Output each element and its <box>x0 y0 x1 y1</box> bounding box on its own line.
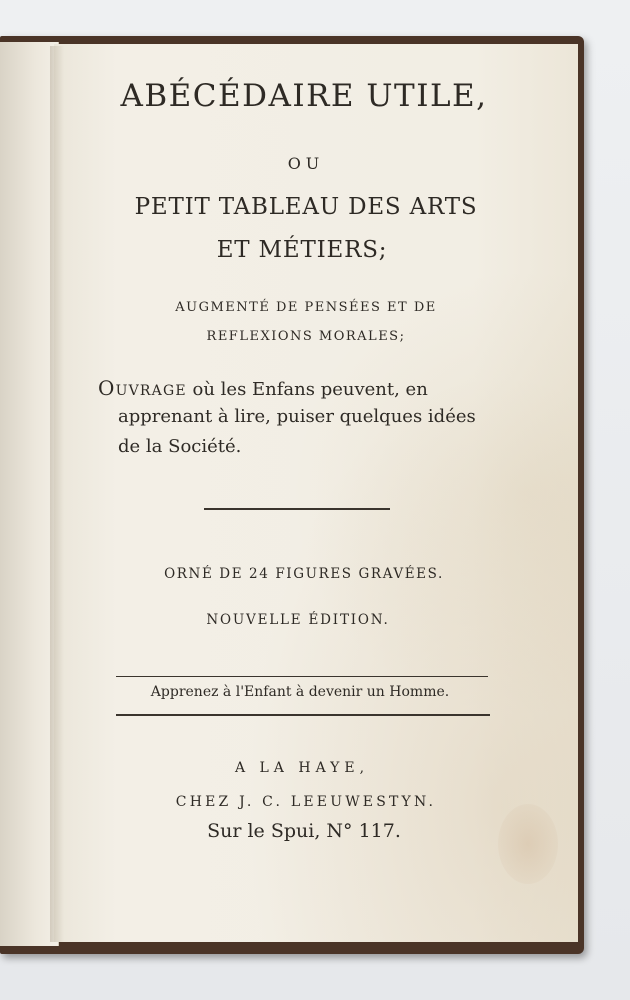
page-gutter <box>50 46 64 942</box>
augment-line-1: AUGMENTÉ DE PENSÉES ET DE <box>175 300 437 315</box>
illustrations-note: ORNÉ DE 24 FIGURES GRAVÉES. <box>164 566 444 582</box>
title-page <box>54 44 578 942</box>
imprint-publisher: CHEZ J. C. LEEUWESTYN. <box>175 794 437 810</box>
imprint-address: Sur le Spui, N° 117. <box>207 820 401 842</box>
subtitle-line-2: ET MÉTIERS; <box>216 237 388 263</box>
augment-line-2: REFLEXIONS MORALES; <box>206 329 406 344</box>
ouvrage-word: OUVRAGE <box>98 376 187 400</box>
center-divider <box>204 508 390 510</box>
motto-rule-bottom <box>116 714 490 716</box>
foxing-stain <box>498 804 558 884</box>
description-line-1: OUVRAGE où les Enfans peuvent, en <box>98 376 428 400</box>
motto-rule-top <box>116 676 488 677</box>
book-title: ABÉCÉDAIRE UTILE, <box>120 78 488 114</box>
description-line-2: apprenant à lire, puiser quelques idées <box>118 406 476 427</box>
description-line-3: de la Société. <box>118 436 242 457</box>
motto: Apprenez à l'Enfant à devenir un Homme. <box>150 684 450 700</box>
subtitle-line-1: PETIT TABLEAU DES ARTS <box>134 194 478 220</box>
imprint-place: A LA HAYE, <box>234 760 370 776</box>
title-conjunction: OU <box>287 154 325 173</box>
edition-note: NOUVELLE ÉDITION. <box>206 612 390 628</box>
